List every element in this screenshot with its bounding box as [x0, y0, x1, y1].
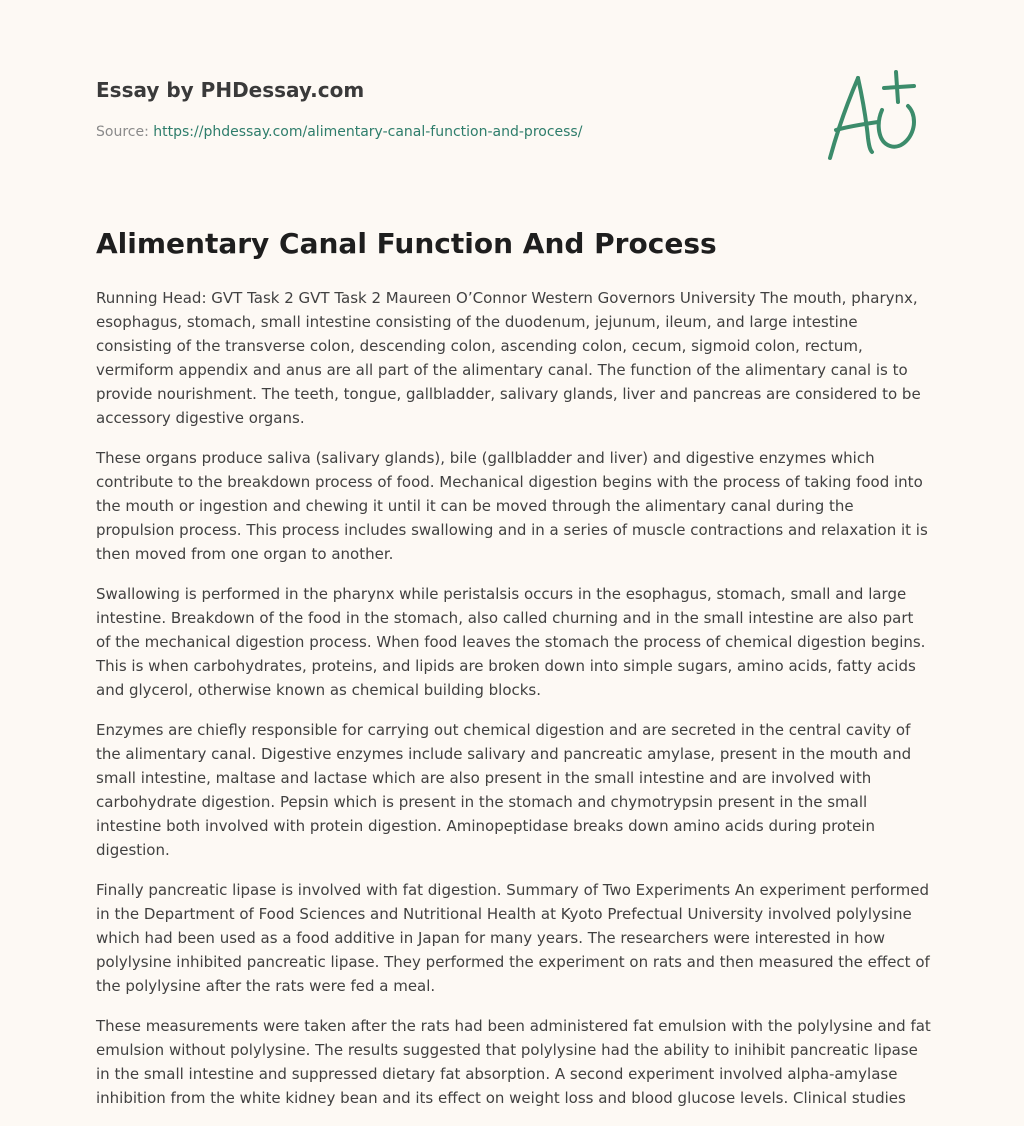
article-title: Alimentary Canal Function And Process [96, 227, 717, 260]
article-body [96, 286, 932, 1126]
source-line [96, 123, 582, 141]
article-paragraph: Enzymes are chiefly responsible for carrying out chemical digestion and are secreted in the central cavity of the alimentary canal. Digestive enzymes include salivary and pancreatic amylase, present in the mouth and small intestine, maltase and lactase which are also present in the small intestine and are involved with carbohydrate digestion. Pepsin which is present in the stomach and chymotrypsin present in the small intestine both involved with protein digestion. Aminopeptidase breaks down amino acids during protein digestion. [96, 721, 912, 859]
page-header [96, 78, 928, 140]
source-link[interactable]: https://phdessay.com/alimentary-canal-function-and-process/ [153, 124, 583, 140]
article-paragraph: These organs produce saliva (salivary glands), bile (gallbladder and liver) and digestive enzymes which contribute to the breakdown process of food. Mechanical digestion begins with the process of taking food into the mouth or ingestion and chewing it until it can be moved through the alimentary canal during the propulsion process. This process includes swallowing and in a series of muscle contractions and relaxation it is then moved from one organ to another. [96, 449, 928, 563]
article-paragraph: Swallowing is performed in the pharynx while peristalsis occurs in the esophagus, stomach, small and large intestine. Breakdown of the food in the stomach, also called churning and in the small intestine are also part of the mechanical digestion process. When food leaves the stomach the process of chemical digestion begins. This is when carbohydrates, proteins, and lipids are broken down into simple sugars, amino acids, fatty acids and glycerol, otherwise known as chemical building blocks. [96, 585, 926, 699]
article-paragraph: These measurements were taken after the rats had been administered fat emulsion with the polylysine and fat emulsion without polylysine. The results suggested that polylysine had the ability to inihibit pancreatic lipase in the small intestine and suppressed dietary fat absorption. A second experiment involved alpha-amylase inhibition from the white kidney bean and its effect on weight loss and blood glucose levels. Clinical studies [96, 1017, 931, 1107]
a-plus-grade-icon [822, 66, 932, 166]
source-label: Source: [96, 124, 149, 140]
article-paragraph: Running Head: GVT Task 2 GVT Task 2 Maureen O’Connor Western Governors University The mouth, pharynx, esophagus, stomach, small intestine consisting of the duodenum, jejunum, ileum, and large intestine consisting of the transverse colon, descending colon, ascending colon, cecum, sigmoid colon, rectum, vermiform appendix and anus are all part of the alimentary canal. The function of the alimentary canal is to provide nourishment. The teeth, tongue, gallbladder, salivary glands, liver and pancreas are considered to be accessory digestive organs. [96, 289, 921, 427]
article-paragraph: Finally pancreatic lipase is involved with fat digestion. Summary of Two Experiments An experiment performed in the Department of Food Sciences and Nutritional Health at Kyoto Prefectual University involved polylysine which had been used as a food additive in Japan for many years. The researchers were interested in how polylysine inhibited pancreatic lipase. They performed the experiment on rats and then measured the effect of the polylysine after the rats were fed a meal. [96, 881, 930, 995]
brand-name: Essay by PHDessay.com [96, 78, 365, 102]
